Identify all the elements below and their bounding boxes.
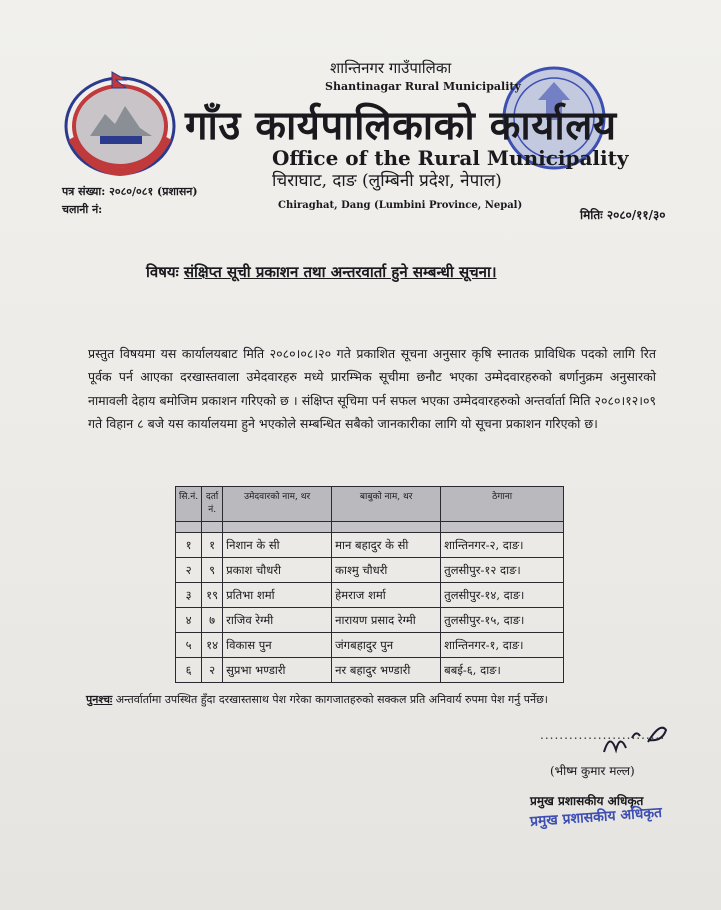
cell-father-name: नर बहादुर भण्डारी (332, 658, 441, 683)
table-spacer-row (176, 522, 564, 533)
dispatch-number: चलानी नं: (62, 203, 103, 216)
cell-candidate-name: प्रकाश चौधरी (223, 558, 332, 583)
header-serial: सि.नं. (176, 487, 202, 522)
table-row (176, 658, 564, 683)
cell-registration: ७ (202, 608, 223, 633)
cell-serial: २ (176, 558, 202, 583)
cell-candidate-name: राजिव रेग्मी (223, 608, 332, 633)
cell-address: तुलसीपुर-१२ दाङ। (441, 558, 564, 583)
cell-serial: ३ (176, 583, 202, 608)
cell-registration: ९ (202, 558, 223, 583)
cell-address: शान्तिनगर-१, दाङ। (441, 633, 564, 658)
table-row (176, 633, 564, 658)
cell-address: शान्तिनगर-२, दाङ। (441, 533, 564, 558)
subject-label: विषयः (146, 263, 179, 281)
cell-address: तुलसीपुर-१४, दाङ। (441, 583, 564, 608)
cell-registration: १४ (202, 633, 223, 658)
cell-father-name: हेमराज शर्मा (332, 583, 441, 608)
table-header-row (176, 487, 564, 522)
cell-serial: १ (176, 533, 202, 558)
cell-registration: १९ (202, 583, 223, 608)
address-en: Chiraghat, Dang (Lumbini Province, Nepal) (278, 200, 523, 211)
signature-line: .......................... (540, 728, 666, 742)
letter-date: मितिः २०८०/११/३० (580, 208, 666, 222)
header-father-name: बाबुको नाम, थर (332, 487, 441, 522)
postscript (86, 692, 548, 707)
table-row (176, 533, 564, 558)
cell-father-name: जंगबहादुर पुन (332, 633, 441, 658)
office-title-en: Office of the Rural Municipality (272, 146, 629, 170)
cell-father-name: काश्मु चौधरी (332, 558, 441, 583)
cell-address: तुलसीपुर-१५, दाङ। (441, 608, 564, 633)
header-address: ठेगाना (441, 487, 564, 522)
subject-text: संक्षिप्त सूची प्रकाशन तथा अन्तरवार्ता हुने सम्बन्धी सूचना। (183, 263, 497, 281)
signer-name: (भीष्म कुमार मल्ल) (550, 764, 635, 778)
shortlist-table (175, 486, 564, 683)
cell-candidate-name: प्रतिभा शर्मा (223, 583, 332, 608)
postscript-text: अन्तर्वार्तामा उपस्थित हुँदा दरखास्तसाथ पेश गरेका कागजातहरुको सक्कल प्रति अनिवार्य रुपमा पेश गर्नु पर्नेछ। (115, 693, 548, 706)
office-title-np: गाँउ कार्यपालिकाको कार्यालय (185, 102, 617, 149)
table-row (176, 558, 564, 583)
signer-title: प्रमुख प्रशासकीय अधिकृत (530, 794, 644, 808)
cell-registration: २ (202, 658, 223, 683)
table-row (176, 608, 564, 633)
postscript-label: पुनश्चः (86, 693, 113, 706)
table-row (176, 583, 564, 608)
header-candidate-name: उमेदवारको नाम, थर (223, 487, 332, 522)
subject-line (146, 262, 497, 282)
cell-serial: ५ (176, 633, 202, 658)
cell-serial: ४ (176, 608, 202, 633)
signer-title-stamp: प्रमुख प्रशासकीय अधिकृत (529, 804, 663, 830)
notice-body: प्रस्तुत विषयमा यस कार्यालयबाट मिति २०८०।०८।२० गते प्रकाशित सूचना अनुसार कृषि स्नातक प्राविधिक पदको लागि रित पूर्वक पर्न आएका दरखास्तवाला उमेदवारहरु मध्ये प्रारम्भिक सूचीमा छनौट भएका उम्मेदवारहरुको बर्णानुक्रम अनुसारको नामावली देहाय बमोजिम प्रकाशन गरिएको छ । संक्षिप्त सूचिमा पर्न सफल भएका उम्मेदवारहरुको अन्तर्वार्ता मिति २०८०।१२।०९ गते विहान ८ बजे यस कार्यालयमा हुने भएकोले सम्बन्धित सबैको जानकारीका लागि यो सूचना प्रकाशन गरिएको छ। (88, 346, 656, 432)
reference-number: पत्र संख्या: २०८०/०८१ (प्रशासन) (62, 185, 198, 198)
header-registration: दर्ता नं. (202, 487, 223, 522)
nepal-emblem-icon (60, 66, 180, 178)
cell-father-name: नारायण प्रसाद रेग्मी (332, 608, 441, 633)
municipality-name-np: शान्तिनगर गाउँपालिका (330, 59, 452, 77)
cell-father-name: मान बहादुर के सी (332, 533, 441, 558)
cell-address: बबई-६, दाङ। (441, 658, 564, 683)
cell-candidate-name: सुप्रभा भण्डारी (223, 658, 332, 683)
cell-registration: १ (202, 533, 223, 558)
cell-candidate-name: विकास पुन (223, 633, 332, 658)
address-np: चिराघाट, दाङ (लुम्बिनी प्रदेश, नेपाल) (272, 171, 502, 191)
municipality-name-en: Shantinagar Rural Municipality (325, 80, 521, 93)
cell-serial: ६ (176, 658, 202, 683)
cell-candidate-name: निशान के सी (223, 533, 332, 558)
